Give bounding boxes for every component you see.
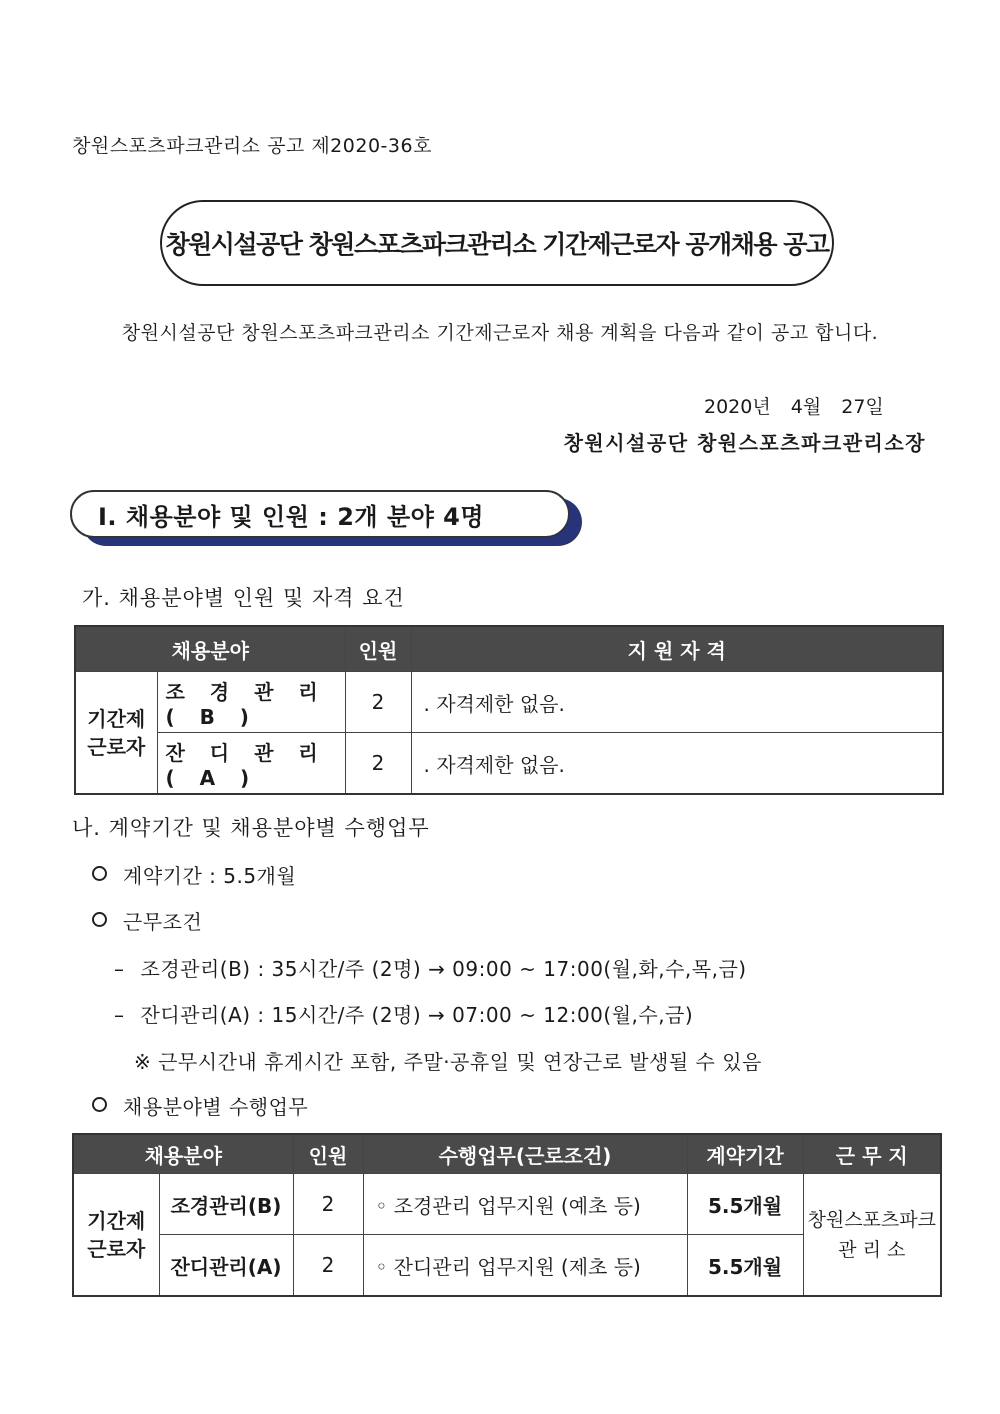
duties-title-text: 채용분야별 수행업무 [123,1095,309,1119]
contract-period-text: 계약기간 : 5.5개월 [123,864,297,888]
notice-date: 2020년 4월 27일 [704,396,884,418]
duty-cell: ◦ 잔디관리 업무지원 (제초 등) [363,1235,687,1297]
qualification-cell: . 자격제한 없음. [411,672,943,733]
count-cell: 2 [293,1174,363,1235]
category-line-1: 기간제 [87,1208,146,1233]
field-cell: 잔디관리(A) [159,1235,293,1297]
contract-period-item [92,860,296,889]
table-row [73,1174,941,1235]
period-cell: 5.5개월 [687,1174,803,1235]
section-1-title: Ⅰ. 채용분야 및 인원 : 2개 분야 4명 [98,502,485,531]
category-cell [75,672,157,795]
header-field: 채용분야 [73,1134,293,1174]
count-cell: 2 [345,672,411,733]
header-count: 인원 [345,626,411,672]
table-row [75,733,943,795]
section-heading-box [70,490,570,538]
subheading-a: 가. 채용분야별 인원 및 자격 요건 [82,586,405,610]
category-line-2: 근로자 [87,734,146,759]
header-field: 채용분야 [75,626,345,672]
table-row [75,672,943,733]
header-qualification: 지 원 자 격 [411,626,943,672]
category-line-2: 근로자 [87,1236,146,1261]
category-cell [73,1174,159,1297]
note-text: ※ 근무시간내 휴게시간 포함, 주말·공휴일 및 연장근로 발생될 수 있음 [134,1050,762,1074]
work-conditions-text: 근무조건 [123,910,203,934]
location-line-1: 창원스포츠파크 [807,1208,936,1231]
field-cell: 잔 디 관 리 ( A ) [157,733,345,795]
table-header-row [75,626,943,672]
circle-bullet-icon [92,866,107,881]
header-period: 계약기간 [687,1134,803,1174]
duty-cell: ◦ 조경관리 업무지원 (예초 등) [363,1174,687,1235]
qualification-table [74,625,944,795]
work-conditions-item [92,906,202,935]
dash-bullet-icon: – [114,1003,125,1027]
condition-1-text: 조경관리(B) : 35시간/주 (2명) → 09:00 ~ 17:00(월,화,수,목,금) [140,957,747,981]
field-cell: 조 경 관 리 ( B ) [157,672,345,733]
qualification-cell: . 자격제한 없음. [411,733,943,795]
circle-bullet-icon [92,1097,107,1112]
duties-table [72,1133,942,1297]
notice-number: 창원스포츠파크관리소 공고 제2020-36호 [72,135,432,157]
field-cell: 조경관리(B) [159,1174,293,1235]
category-line-1: 기간제 [87,706,146,731]
dash-bullet-icon: – [114,957,125,981]
title-box [160,200,834,286]
table-header-row [73,1134,941,1174]
count-cell: 2 [293,1235,363,1297]
count-cell: 2 [345,733,411,795]
section-1-heading [70,490,582,548]
condition-1-item [114,953,747,982]
duties-item [92,1091,308,1120]
condition-2-item [114,999,693,1028]
header-location: 근 무 지 [803,1134,941,1174]
intro-text: 창원시설공단 창원스포츠파크관리소 기간제근로자 채용 계획을 다음과 같이 공고 합니다. [121,322,879,344]
location-line-2: 관 리 소 [838,1238,906,1261]
period-cell: 5.5개월 [687,1235,803,1297]
circle-bullet-icon [92,912,107,927]
location-cell [803,1174,941,1297]
issuer: 창원시설공단 창원스포츠파크관리소장 [563,431,926,455]
header-count: 인원 [293,1134,363,1174]
page-title: 창원시설공단 창원스포츠파크관리소 기간제근로자 공개채용 공고 [165,230,829,259]
subheading-b: 나. 계약기간 및 채용분야별 수행업무 [72,816,430,840]
condition-2-text: 잔디관리(A) : 15시간/주 (2명) → 07:00 ~ 12:00(월,수,금) [140,1003,694,1027]
header-duty: 수행업무(근로조건) [363,1134,687,1174]
